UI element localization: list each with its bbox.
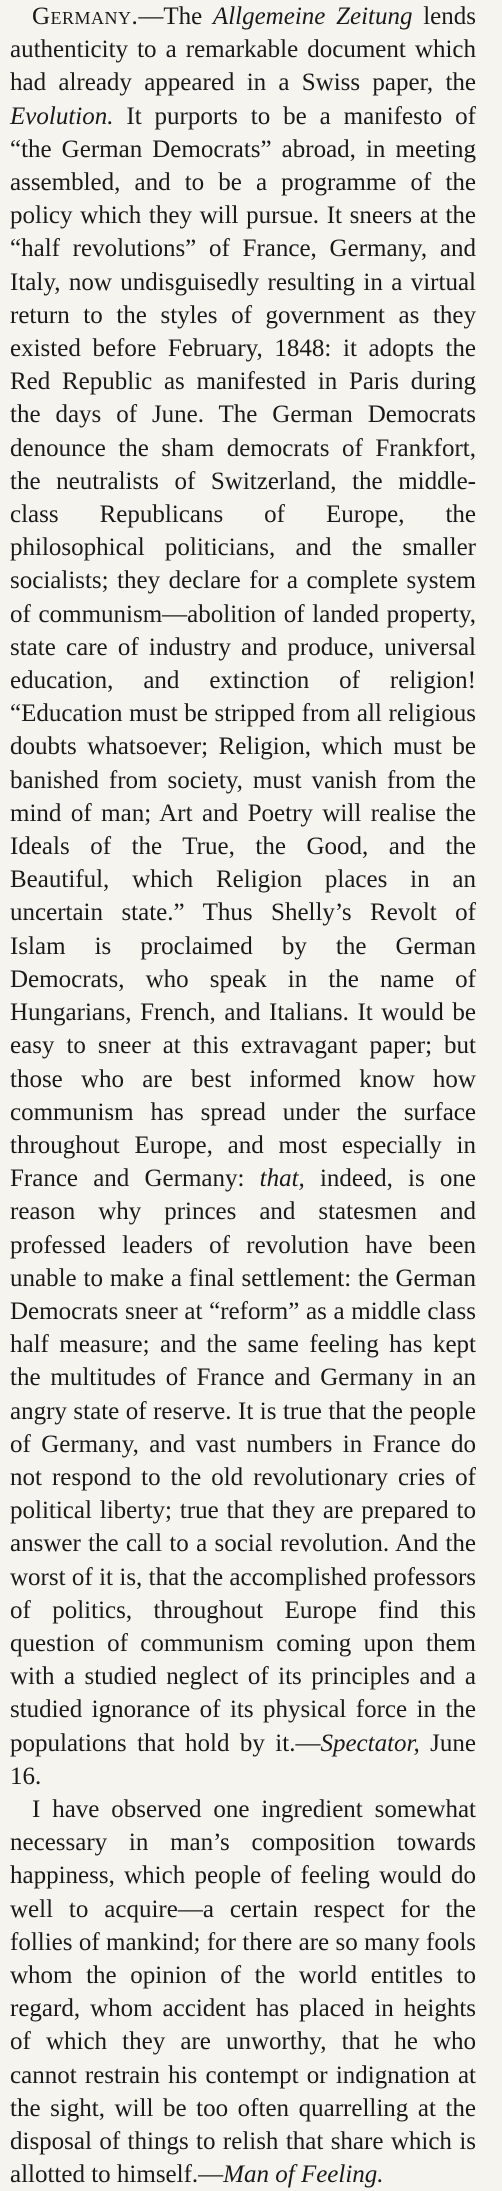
text-run: indeed, is one reason why princes and statesmen and professed leaders of revolution have been unable to make a final settlement: the German Democrats sneer at “reform” as a middle class half measure; and the same feeling has kept the multitudes of France and Germany in an angry state of reserve. It is true that the people of Germany, and vast numbers in France do not respond to the old revolutionary cries of political liberty; true that they are prepared to answer the call to a social revolution. And the worst of it is, that the accomplished professors of politics, throughout Europe find this question of communism coming upon them with a studied neglect of its principles and a studied ignorance of its physical force in the populations that hold by it.— (10, 1165, 476, 1757)
section-lead: Germany. (32, 3, 139, 30)
germany-paragraph (10, 0, 476, 1793)
text-run: lends authenticity to a remarkable document which had already appeared in a Swiss paper, the (10, 3, 477, 97)
text-run: It purports to be a manifesto of “the German Democrats” abroad, in meeting assembled, and to be a programme of the policy which they will pursue. It sneers at the “half revolutions” of France, Germany, and Italy, now undisguisedly resulting in a virtual return to the styles of government as they existed before February, 1848: it adopts the Red Republic as manifested in Paris during the days of June. The German Democrats denounce the sham democrats of Frankfort, the neutralists of Switzerland, the middle-class Republicans of Europe, the philosophical politicians, and the smaller socialists; they declare for a complete system of communism—abolition of landed property, state care of industry and produce, universal education, and extinction of religion! “Education must be stripped from all religious doubts whatsoever; Religion, which must be banished from society, must vanish from the mind of man; Art and Poetry will realise the Ideals of the True, the Good, and the Beautiful, which Religion places in an uncertain state.” Thus Shelly’s Revolt of Islam is proclaimed by the German Democrats, who speak in the name of Hungarians, French, and Italians. It would be easy to sneer at this extravagant paper; but those who are best informed know how communism has spread under the surface throughout Europe, and most especially in France and Germany: (10, 102, 476, 1193)
source-citation: Spectator, (320, 1729, 420, 1757)
text-run: —The (138, 3, 213, 30)
emphasis-that: that, (259, 1165, 305, 1193)
source-citation: Man of Feeling. (223, 2161, 384, 2189)
newspaper-title: Allgemeine Zeitung (212, 3, 413, 30)
article-column (10, 0, 476, 2191)
quote-paragraph (10, 1793, 476, 2191)
swiss-paper-title: Evolution. (10, 102, 114, 130)
text-run: I have observed one ingredient somewhat necessary in man’s composition towards happiness, which people of feeling would do well to acquire—a certain respect for the follies of mankind; for there are so many fools whom the opinion of the world entitles to regard, whom accident has placed in heights of which they are unworthy, that he who cannot restrain his contempt or indignation at the sight, will be too often quarrelling at the disposal of things to relish that share which is allotted to himself.— (10, 1795, 476, 2189)
citation-date: June 16. (10, 1729, 477, 1790)
